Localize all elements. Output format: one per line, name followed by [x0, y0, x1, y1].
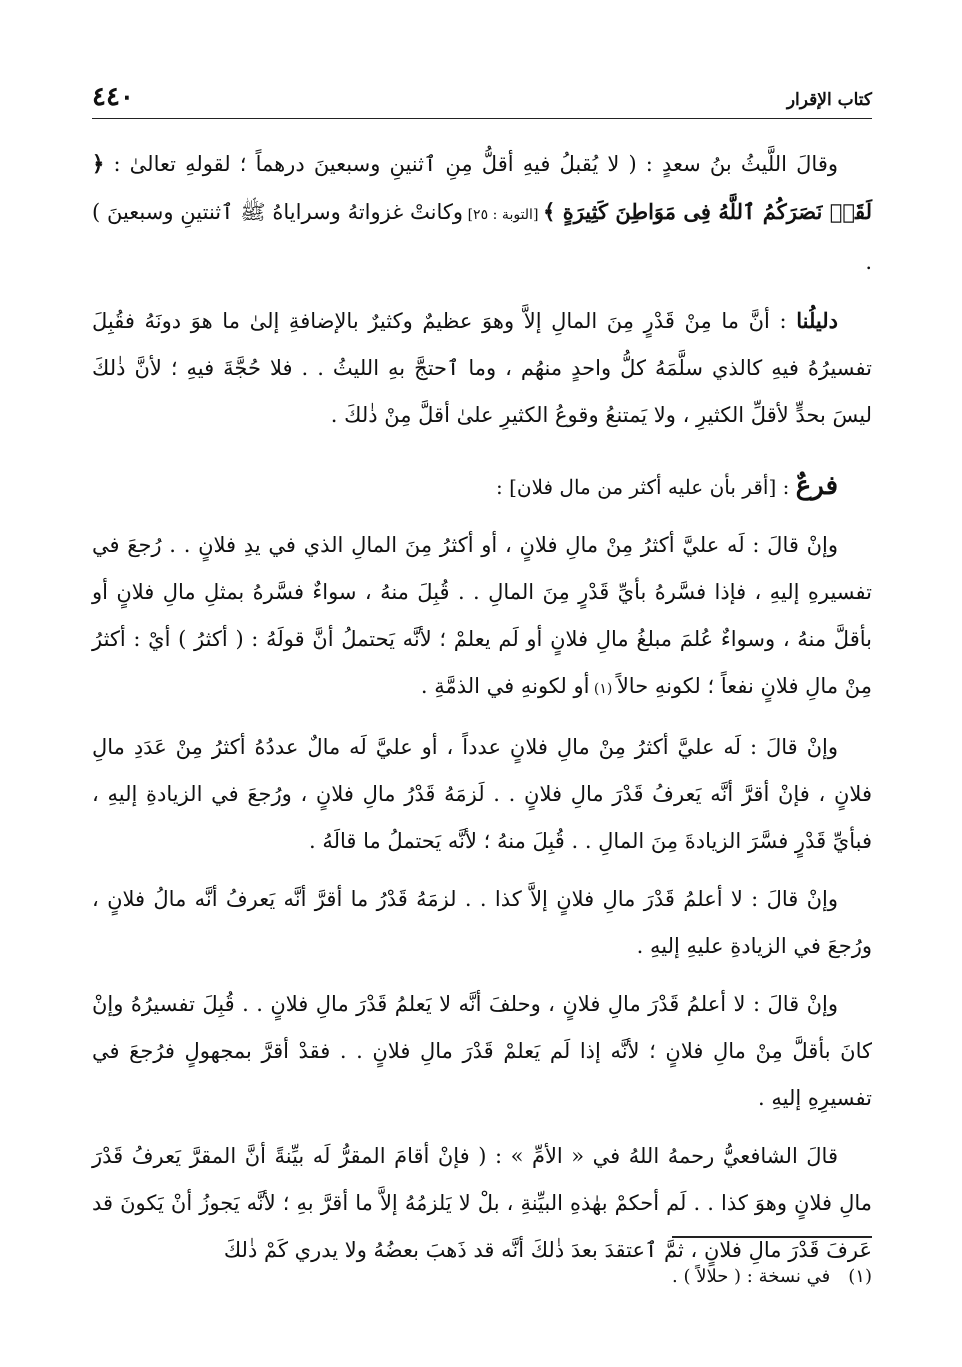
paragraph-evidence	[92, 297, 872, 439]
paragraph-text: وإنْ قالَ : لَه عليَّ أكثرُ مِنْ مالِ فلانٍ ، أو أكثرُ مِنَ المالِ الذي في يدِ فلانٍ . . رُجعَ في تفسيرهِ إليهِ ، فإذا فسَّرهُ بأيِّ قَدْرٍ مِنَ المالِ . . قُبِلَ منهُ ، سواءٌ فسَّرهُ بمثلِ مالِ فلانٍ أو بأقلَّ منهُ ، وسواءٌ عُلمَ مبلغُ مالِ فلانٍ أو لَم يعلمْ ؛ لأنَّه يَحتملُ أنَّ قولَهُ : ( أكثرُ ) أيْ : أكثرُ مِنْ مالِ فلانٍ نفعاً ؛ لكونهِ حالاً	[92, 533, 872, 698]
paragraph-text: : أنَّ ما مِنْ قَدْرٍ مِنَ المالِ إلاَّ وهوَ عظيمٌ وكثيرٌ بالإضافةِ إلىٰ ما هوَ دونَهُ فقُبِلَ تفسيرُهُ فيهِ كالذي سلَّمَهُ كلُّ واحدٍ منهُم ، وما ٱحتجَّ بهِ الليثُ . . فلا حُجَّةَ فيهِ ؛ لأنَّ ذٰلكَ ليسَ بحدٍّ لأقلِّ الكثيرِ ، ولا يَمتنعُ وقوعُ الكثيرِ علىٰ أقلَّ مِنْ ذٰلكَ .	[92, 309, 872, 427]
branch-title: فرعٌ	[795, 471, 838, 501]
footnote-divider	[672, 1236, 872, 1238]
main-text	[92, 140, 872, 1285]
branch-subtitle: : [أقر بأن عليه أكثر من مال فلان] :	[495, 475, 796, 499]
lead-word: دليلُنا	[796, 308, 838, 333]
footnote-number: (١)	[848, 1266, 872, 1287]
paragraph-shafii-quote: قالَ الشافعيُّ رحمهُ اللهُ في « الأمِّ » : ( فإنْ أقامَ المقرُّ لَه بيِّنةً أنَّ المقرَّ يَعرفُ قَدْرَ مالِ فلانٍ وهوَ كذا . . لَم أحكمْ بهٰذهِ البيِّنةِ ، بلْ لا يَلزمُهُ إلاَّ ما أقرَّ بهِ ؛ لأنَّه يَجوزُ أنْ يَكونَ قد عَرفَ قَدْرَ مالِ فلانٍ ، ثمَّ ٱعتقدَ بعدَ ذٰلكَ أنَّه قد ذَهبَ بعضُهُ ولا يدري كَمْ ذٰلكَ	[92, 1144, 872, 1262]
paragraph-text: وكانتْ غزواتهُ وسراياهُ ﷺ ٱثنتينِ وسبعينَ ) .	[92, 200, 872, 274]
paragraph-more-than-wealth	[92, 522, 872, 713]
paragraph-text: وقالَ اللَّيثُ بنُ سعدٍ : ( لا يُقبلُ فيهِ أقلُّ مِنِ ٱثنينِ وسبعينَ درهماً ؛ لقولهِ تعالىٰ :	[104, 152, 838, 176]
page-header	[92, 78, 872, 119]
branch-heading	[92, 463, 872, 511]
paragraph-unknown-amount: وإنْ قالَ : لا أعلمُ قَدْرَ مالِ فلانٍ ، وحلفَ أنَّه لا يَعلمُ قَدْرَ مالِ فلانٍ . . قُبِلَ تفسيرُهُ وإنْ كانَ بأقلَّ مِنْ مالِ فلانٍ ؛ لأنَّه إذا لَم يَعلمْ قَدْرَ مالِ فلانٍ . . فقدْ أقرَّ بمجهولٍ فرُجعَ في تفسيرِهِ إليهِ .	[92, 992, 872, 1110]
footnote-text: في نسخة : ( حلالاً ) .	[672, 1266, 831, 1287]
quran-verse: ﴿ لَقَدۡ نَصَرَكُمُ ٱللَّهُ فِى مَوَاطِنَ كَثِيرَةٍ ﴾	[92, 151, 872, 224]
paragraph-in-number: وإنْ قالَ : لَه عليَّ أكثرُ مِنْ مالِ فلانٍ عدداً ، أو عليَّ لَه مالٌ عددُهُ أكثرُ مِنْ عَدَدِ مالِ فلانٍ ، فإنْ أقرَّ أنَّه يَعرفُ قَدْرَ مالِ فلانٍ . . لَزمَهُ قَدْرُ مالِ فلانٍ ، ورُجعَ في الزيادةِ إليهِ ، فبأيِّ قَدْرٍ فسَّرَ الزيادةَ مِنَ المالِ . . قُبِلَ منهُ ؛ لأنَّه يَحتملُ ما قالَهُ .	[92, 735, 872, 853]
paragraph-except-so-much: وإنْ قالَ : لا أعلمُ قَدْرَ مالِ فلانٍ إلاَّ كذا . . لزمَهُ قَدْرُ ما أقرَّ أنَّه يَعرفُ أنَّه مالُ فلانٍ ، ورُجعَ في الزيادةِ عليهِ إليهِ .	[92, 887, 872, 958]
footnote-marker[interactable]: (١)	[589, 681, 617, 697]
footnote	[92, 1266, 872, 1287]
verse-reference: [التوبة : ٢٥]	[463, 207, 543, 223]
page-number: ٤٤٠	[92, 82, 134, 112]
paragraph-text: أو لكونهِ في الذمَّةِ .	[420, 674, 590, 698]
running-title: كتاب الإقرار	[786, 90, 872, 110]
paragraph-layth-opinion	[92, 140, 872, 286]
